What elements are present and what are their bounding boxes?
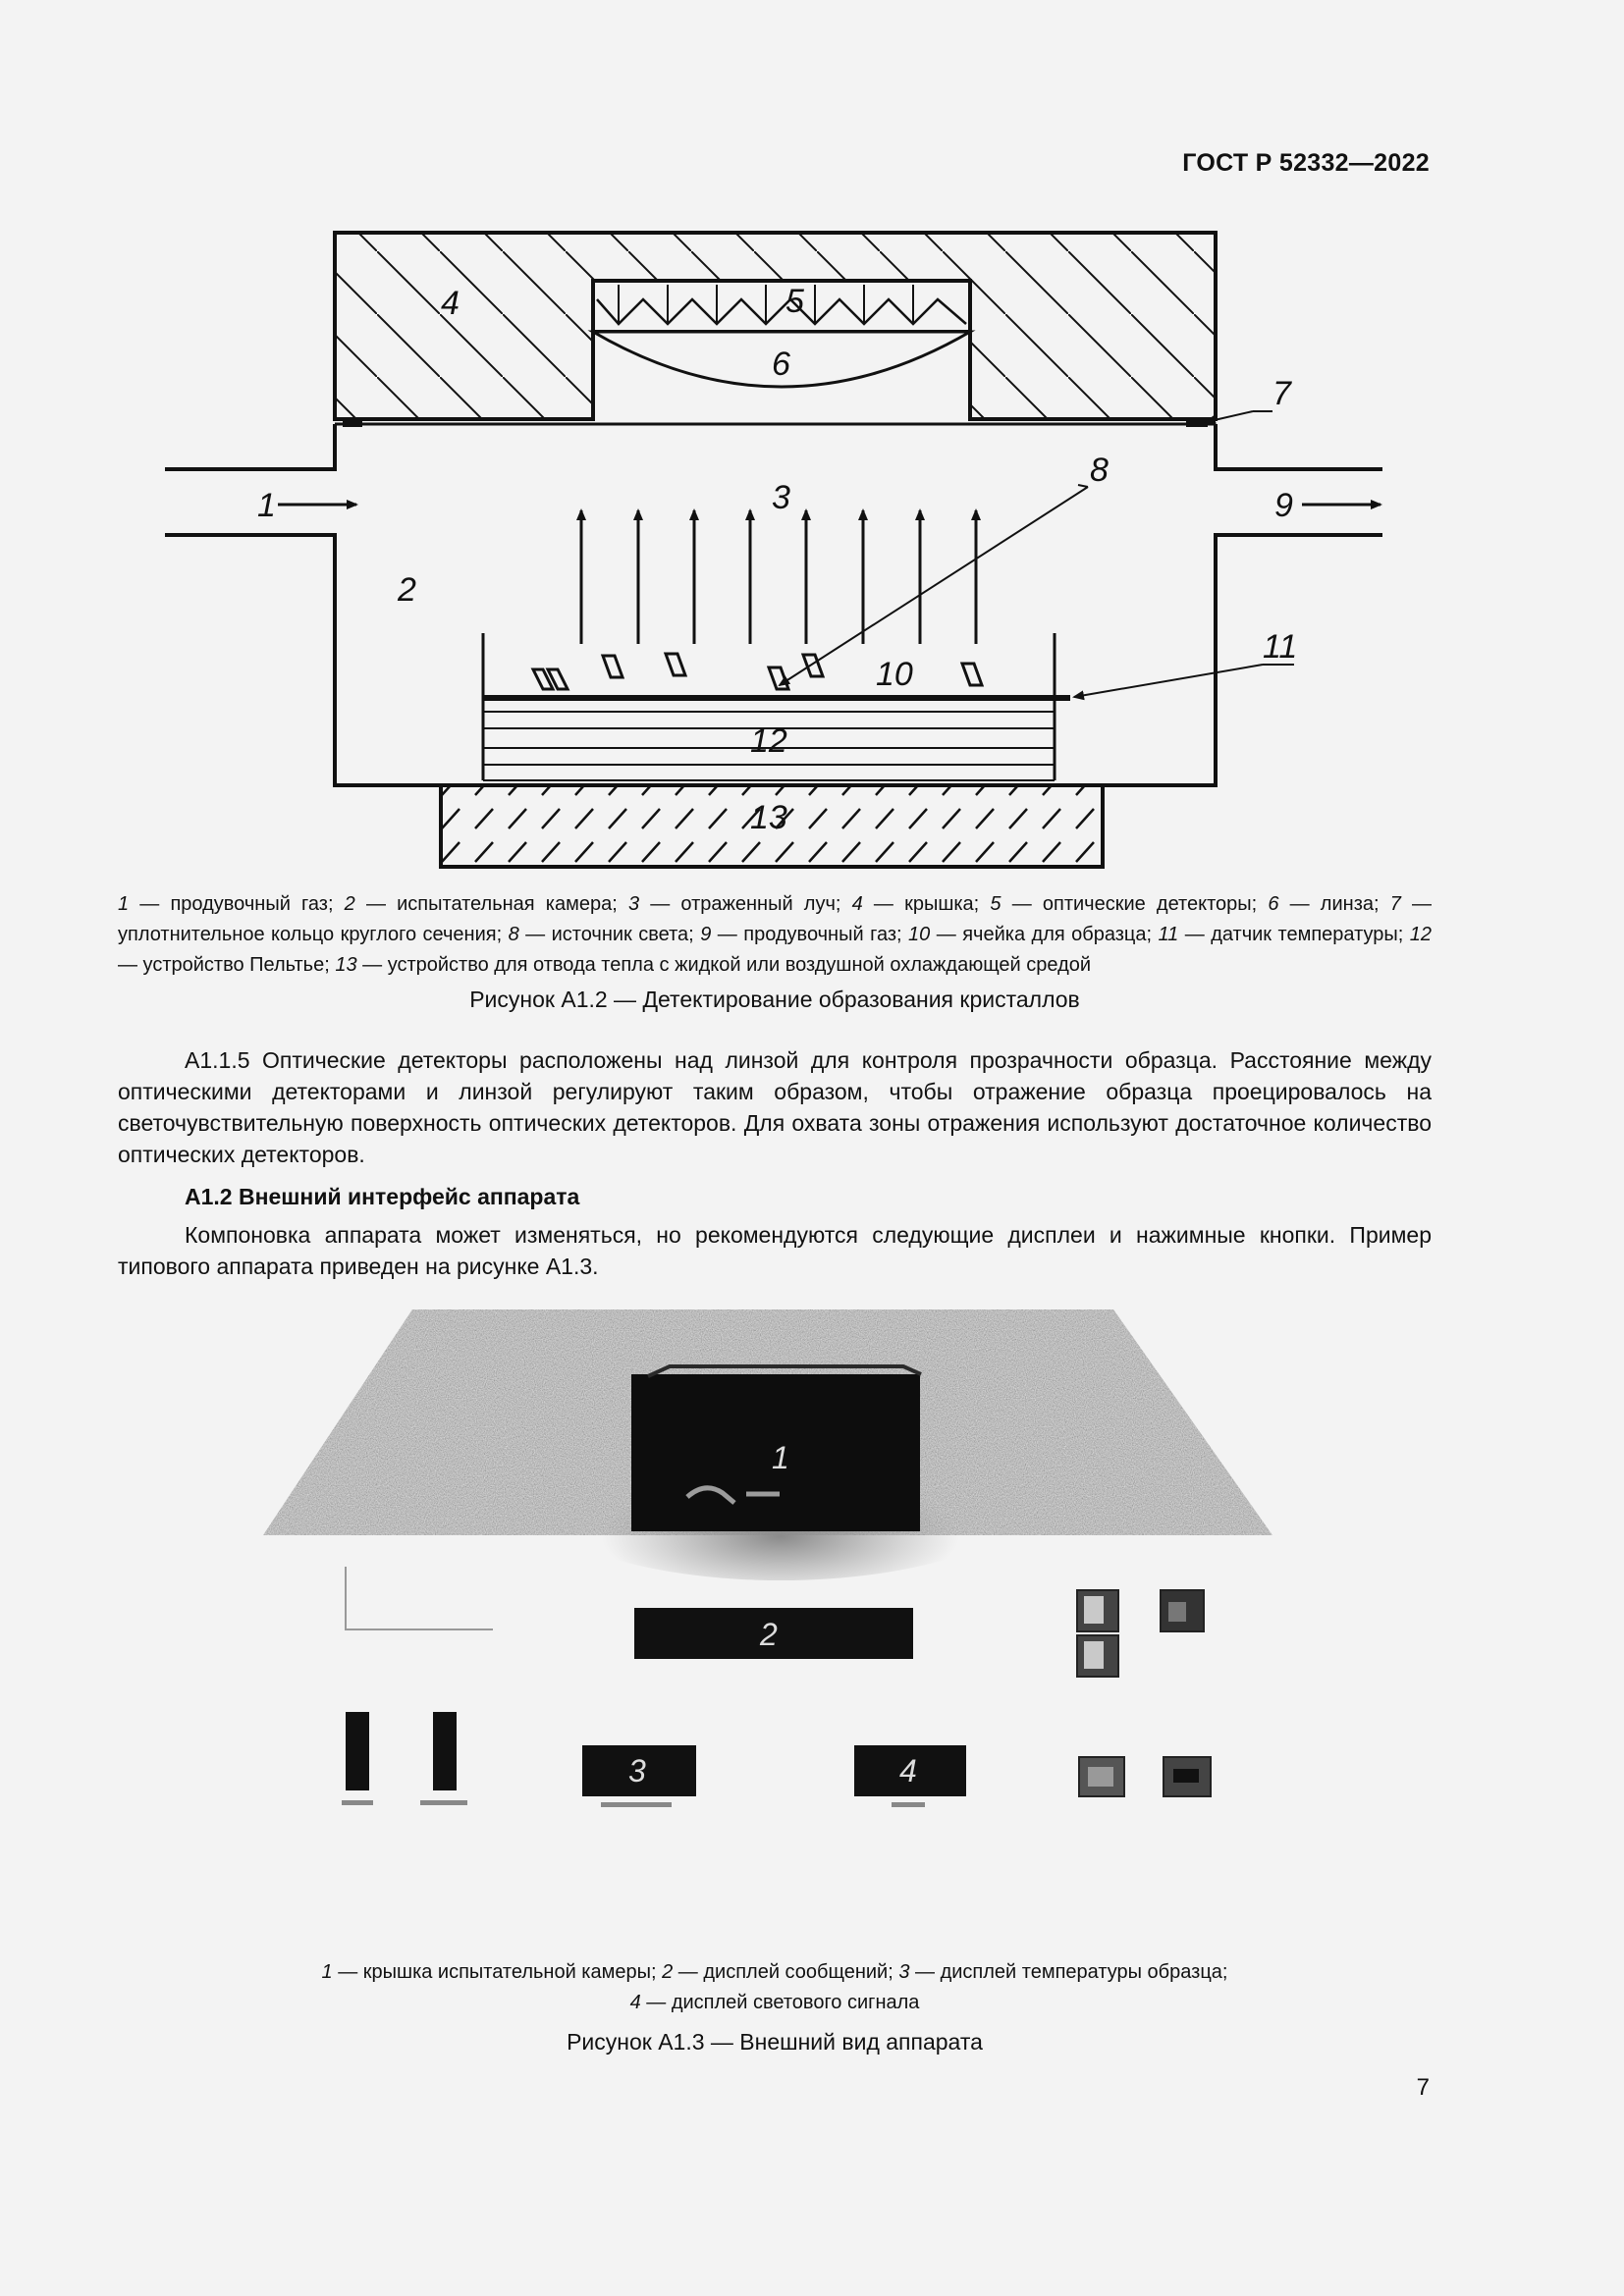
- label-13: 13: [750, 799, 787, 836]
- legend-item-text: — отраженный луч;: [639, 893, 852, 915]
- label-9: 9: [1274, 487, 1293, 524]
- legend-item-text: — дисплей сообщений;: [673, 1961, 899, 1983]
- label-4: 4: [441, 285, 460, 322]
- apparatus-exterior-figure: [0, 1296, 1624, 1924]
- label-7: 7: [1272, 375, 1291, 412]
- document-id: ГОСТ Р 52332—2022: [1182, 149, 1430, 177]
- legend-item-number: 2: [344, 893, 355, 915]
- crystal-detection-diagram: [0, 0, 1624, 883]
- legend-item-text: — крышка;: [862, 893, 991, 915]
- legend-item-text: — ячейка для образца;: [930, 924, 1159, 945]
- legend-item-text: — дисплей температуры образца;: [909, 1961, 1228, 1983]
- figure-a1-3-label-4: 4: [899, 1753, 917, 1789]
- legend-item-number: 2: [662, 1961, 674, 1983]
- label-1: 1: [257, 487, 276, 524]
- coolant-indicator: [433, 1712, 457, 1790]
- optical-detectors: [593, 281, 970, 332]
- label-3: 3: [772, 479, 790, 516]
- run-reset-buttons: [1079, 1757, 1211, 1796]
- crystals: [533, 654, 982, 689]
- legend-item-number: 10: [908, 924, 931, 945]
- legend-item-text: — датчик температуры;: [1178, 924, 1410, 945]
- legend-item-number: 4: [851, 893, 863, 915]
- legend-item-text: — линза;: [1278, 893, 1390, 915]
- legend-item-text: — продувочный газ;: [129, 893, 345, 915]
- label-11: 11: [1263, 628, 1298, 666]
- legend-item-text: — устройство Пельтье;: [118, 954, 336, 976]
- legend-item-number: 12: [1409, 924, 1432, 945]
- light-signal-display: [854, 1745, 966, 1807]
- label-6: 6: [772, 346, 790, 383]
- figure-a1-3-caption: Рисунок А1.3 — Внешний вид аппарата: [567, 2029, 983, 2055]
- legend-item-text: — испытательная камера;: [354, 893, 628, 915]
- legend-item-text: — источник света;: [518, 924, 701, 945]
- test-chamber-lid: [631, 1366, 921, 1531]
- message-display: [346, 1567, 913, 1659]
- legend-item-number: 5: [990, 893, 1001, 915]
- legend-item-text: — крышка испытательной камеры;: [332, 1961, 663, 1983]
- sample-temperature-display: [582, 1745, 696, 1807]
- legend-item-number: 1: [321, 1961, 333, 1983]
- figure-a1-2-caption: Рисунок А1.2 — Детектирование образования кристаллов: [469, 987, 1080, 1012]
- legend-item-number: 3: [898, 1961, 910, 1983]
- page-number: 7: [1416, 2074, 1430, 2101]
- legend-item-number: 4: [629, 1992, 641, 2013]
- label-8: 8: [1090, 452, 1109, 489]
- legend-item-text: — дисплей светового сигнала: [640, 1992, 920, 2013]
- figure-a1-3-label-3: 3: [628, 1753, 646, 1789]
- legend-item-number: 13: [335, 954, 357, 976]
- paragraph-a1-2: Компоновка аппарата может изменяться, но рекомендуются следующие дисплеи и нажимные кнопки. Пример типового аппарата приведен на рисунке А1.3.: [118, 1222, 1432, 1279]
- legend-item-number: 1: [118, 893, 130, 915]
- label-12: 12: [750, 722, 787, 760]
- legend-item-number: 3: [627, 893, 640, 915]
- figure-a1-3-label-2: 2: [760, 1617, 778, 1652]
- legend-item-number: 6: [1268, 893, 1279, 915]
- section-heading-a1-2: А1.2 Внешний интерфейс аппарата: [185, 1184, 580, 1209]
- label-5: 5: [785, 283, 804, 320]
- legend-item-text: — уплотнительное кольцо круглого сечения;: [118, 893, 1432, 945]
- control-buttons: [1077, 1590, 1204, 1677]
- legend-item-text: — устройство для отвода тепла с жидкой или воздушной охлаждающей средой: [356, 954, 1092, 976]
- legend-item-number: 7: [1389, 893, 1401, 915]
- legend-item-number: 11: [1158, 924, 1179, 945]
- figure-a1-3-legend: [118, 1957, 1432, 2018]
- reflected-beams: [581, 510, 976, 644]
- legend-item-text: — продувочный газ;: [711, 924, 909, 945]
- purge-indicator: [346, 1712, 369, 1790]
- figure-a1-3-label-1: 1: [772, 1440, 789, 1475]
- label-10: 10: [876, 656, 913, 693]
- legend-item-number: 9: [700, 924, 712, 945]
- legend-item-text: — оптические детекторы;: [1001, 893, 1269, 915]
- legend-item-number: 8: [508, 924, 519, 945]
- figure-a1-2-legend: [118, 889, 1432, 981]
- label-2: 2: [398, 571, 416, 609]
- paragraph-a1-1-5: А1.1.5 Оптические детекторы расположены над линзой для контроля прозрачности образца. Расстояние между оптическими детекторами и линзой регулируют таким образом, чтобы отражение образца проецировалось на светочувствительную поверхность оптических детекторов. Для охвата зоны отражения используют достаточное количество оптических детекторов.: [118, 1047, 1432, 1167]
